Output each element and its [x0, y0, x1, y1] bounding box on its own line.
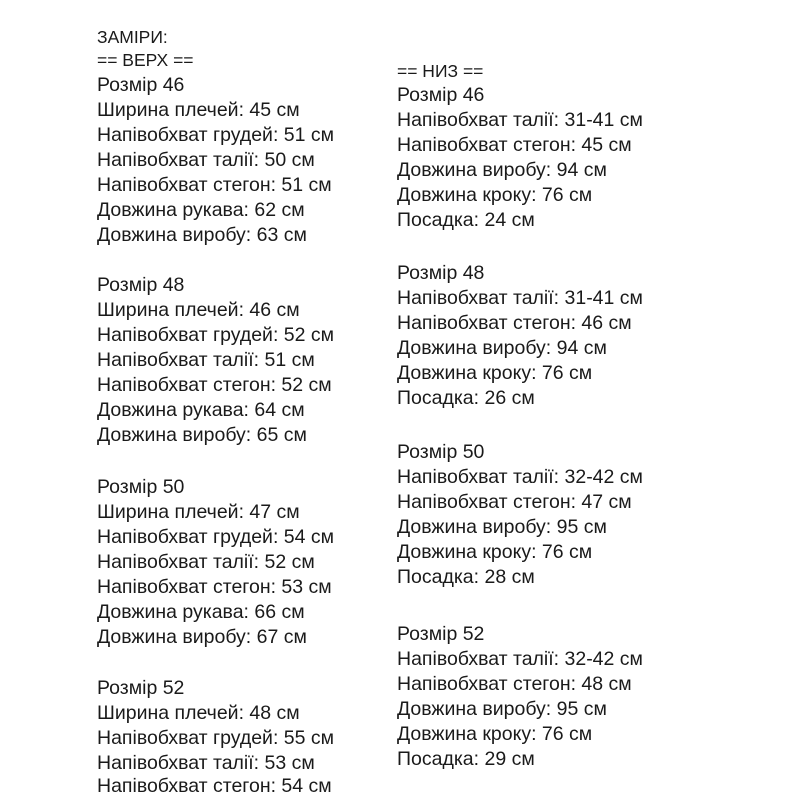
bottom-measurement-line: Довжина кроку: 76 см: [397, 184, 593, 206]
page-title: ЗАМІРИ:: [97, 27, 168, 47]
bottom-size-heading: Розмір 46: [397, 84, 485, 106]
bottom-measurement-line: Напівобхват талії: 31-41 см: [397, 287, 643, 309]
top-measurement-line: Напівобхват грудей: 55 см: [97, 727, 335, 749]
top-size-heading: Розмір 50: [97, 476, 185, 498]
top-measurement-line: Довжина рукава: 64 см: [97, 399, 305, 421]
bottom-measurement-line: Напівобхват стегон: 46 см: [397, 312, 632, 334]
bottom-measurement-line: Посадка: 29 см: [397, 748, 535, 770]
bottom-heading: == НИЗ ==: [397, 61, 484, 81]
top-measurement-line: Ширина плечей: 47 см: [97, 501, 300, 523]
top-measurement-line: Напівобхват талії: 50 см: [97, 149, 315, 171]
top-size-heading: Розмір 52: [97, 677, 185, 699]
top-measurement-line: Довжина виробу: 65 см: [97, 424, 307, 446]
top-measurement-line: Напівобхват грудей: 52 см: [97, 324, 335, 346]
top-measurement-line: Напівобхват стегон: 53 см: [97, 576, 332, 598]
bottom-measurement-line: Довжина кроку: 76 см: [397, 723, 593, 745]
top-measurement-line: Довжина виробу: 67 см: [97, 626, 307, 648]
top-measurement-line: Ширина плечей: 45 см: [97, 99, 300, 121]
bottom-measurement-line: Посадка: 26 см: [397, 387, 535, 409]
bottom-measurement-line: Довжина виробу: 95 см: [397, 698, 607, 720]
top-heading: == ВЕРХ ==: [97, 50, 194, 70]
bottom-size-heading: Розмір 52: [397, 623, 485, 645]
bottom-measurement-line: Напівобхват талії: 31-41 см: [397, 109, 643, 131]
top-measurement-line: Напівобхват талії: 51 см: [97, 349, 315, 371]
top-measurement-line: Довжина рукава: 66 см: [97, 601, 305, 623]
bottom-measurement-line: Довжина виробу: 94 см: [397, 159, 607, 181]
bottom-measurement-line: Довжина виробу: 95 см: [397, 516, 607, 538]
top-measurement-line: Напівобхват стегон: 54 см: [97, 775, 332, 797]
top-size-heading: Розмір 48: [97, 274, 185, 296]
bottom-measurement-line: Довжина кроку: 76 см: [397, 541, 593, 563]
bottom-measurement-line: Посадка: 24 см: [397, 209, 535, 231]
bottom-measurement-line: Напівобхват стегон: 48 см: [397, 673, 632, 695]
top-measurement-line: Напівобхват талії: 53 см: [97, 752, 315, 774]
top-measurement-line: Напівобхват талії: 52 см: [97, 551, 315, 573]
top-measurement-line: Ширина плечей: 48 см: [97, 702, 300, 724]
top-measurement-line: Напівобхват грудей: 51 см: [97, 124, 335, 146]
top-size-heading: Розмір 46: [97, 74, 185, 96]
top-measurement-line: Напівобхват стегон: 51 см: [97, 174, 332, 196]
top-measurement-line: Довжина рукава: 62 см: [97, 199, 305, 221]
bottom-size-heading: Розмір 48: [397, 262, 485, 284]
top-measurement-line: Напівобхват грудей: 54 см: [97, 526, 335, 548]
top-measurement-line: Довжина виробу: 63 см: [97, 224, 307, 246]
bottom-measurement-line: Довжина виробу: 94 см: [397, 337, 607, 359]
bottom-measurement-line: Посадка: 28 см: [397, 566, 535, 588]
top-measurement-line: Напівобхват стегон: 52 см: [97, 374, 332, 396]
bottom-size-heading: Розмір 50: [397, 441, 485, 463]
bottom-measurement-line: Напівобхват талії: 32-42 см: [397, 466, 643, 488]
bottom-measurement-line: Довжина кроку: 76 см: [397, 362, 593, 384]
top-measurement-line: Ширина плечей: 46 см: [97, 299, 300, 321]
bottom-measurement-line: Напівобхват стегон: 47 см: [397, 491, 632, 513]
bottom-measurement-line: Напівобхват талії: 32-42 см: [397, 648, 643, 670]
bottom-measurement-line: Напівобхват стегон: 45 см: [397, 134, 632, 156]
